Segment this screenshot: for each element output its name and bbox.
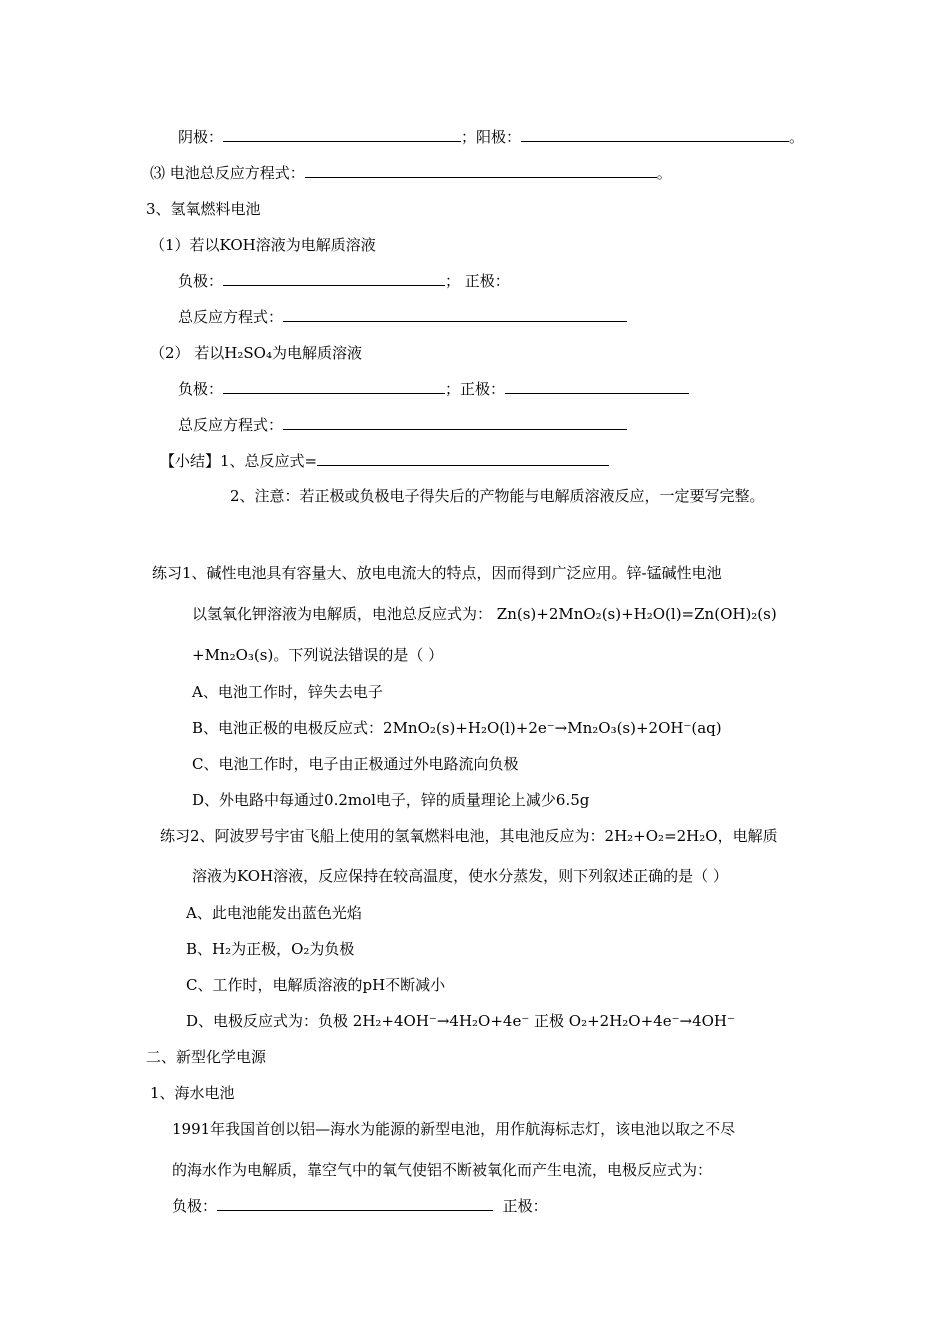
- total-reaction-blank[interactable]: [305, 163, 657, 178]
- ex2-line-2: 溶液为KOH溶液，反应保持在较高温度，使水分蒸发，则下列叙述正确的是（ ）: [192, 867, 728, 885]
- seawater-paragraph-2: 的海水作为电解质，靠空气中的氧气使铝不断被氧化而产生电流，电极反应式为：: [172, 1161, 713, 1179]
- ex2-option-d: D、电极反应式为：负极 2H₂+4OH⁻→4H₂O+4e⁻ 正极 O₂+2H₂O+4e⁻→4OH⁻: [186, 1012, 735, 1030]
- ex2-option-b: B、H₂为正极，O₂为负极: [186, 940, 355, 958]
- total-reaction-label: ⑶ 电池总反应方程式：: [150, 164, 305, 182]
- ex2-line-1: 练习2、阿波罗号宇宙飞船上使用的氢氧燃料电池，其电池反应为：2H₂+O₂=2H₂O，电解质: [160, 827, 778, 845]
- cathode-blank[interactable]: [223, 127, 461, 142]
- anode-label: ；阳极：: [461, 128, 522, 146]
- positive-label: ； 正极：: [445, 272, 510, 290]
- anode-blank[interactable]: [521, 127, 789, 142]
- summary-label: 【小结】1、总反应式=: [160, 452, 318, 470]
- ex1-option-b: B、电池正极的电极反应式：2MnO₂(s)+H₂O(l)+2e⁻→Mn₂O₃(s)+2OH⁻(aq): [192, 719, 722, 737]
- period: 。: [789, 128, 805, 146]
- total-blank[interactable]: [283, 307, 627, 322]
- ex1-option-d: D、外电路中每通过0.2mol电子，锌的质量理论上减少6.5g: [192, 791, 590, 809]
- ex2-option-c: C、工作时，电解质溶液的pH不断减小: [186, 976, 446, 994]
- seawater-battery-title: 1、海水电池: [150, 1084, 235, 1102]
- koh-subtitle: （1）若以KOH溶液为电解质溶液: [150, 236, 376, 254]
- negative-blank[interactable]: [223, 271, 445, 286]
- seawater-paragraph-1: 1991年我国首创以铝—海水为能源的新型电池，用作航海标志灯，该电池以取之不尽: [172, 1120, 736, 1138]
- cathode-anode-line: [178, 127, 804, 147]
- total-reaction-line: [150, 163, 672, 183]
- period: 。: [656, 164, 672, 182]
- cathode-label: 阴极：: [178, 128, 224, 146]
- h2so4-total-line: [178, 415, 627, 435]
- summary-line-1: [160, 451, 609, 471]
- positive-label: 正极：: [502, 1197, 548, 1215]
- negative-label: 负极：: [172, 1197, 218, 1215]
- negative-label: 负极：: [178, 272, 224, 290]
- total-blank[interactable]: [283, 415, 627, 430]
- summary-line-2: 2、注意：若正极或负极电子得失后的产物能与电解质溶液反应，一定要写完整。: [230, 487, 765, 505]
- total-label: 总反应方程式：: [178, 416, 284, 434]
- summary-blank[interactable]: [317, 451, 609, 466]
- negative-label: 负极：: [178, 380, 224, 398]
- ex2-option-a: A、此电池能发出蓝色光焰: [186, 904, 362, 922]
- ex1-option-c: C、电池工作时，电子由正极通过外电路流向负极: [192, 755, 519, 773]
- koh-electrode-line: [178, 271, 510, 291]
- ex1-line-1: 练习1、碱性电池具有容量大、放电电流大的特点，因而得到广泛应用。锌-锰碱性电池: [152, 564, 722, 582]
- ex1-line-3: +Mn₂O₃(s)。下列说法错误的是（ ）: [192, 646, 444, 664]
- h2so4-subtitle: （2） 若以H₂SO₄为电解质溶液: [150, 344, 362, 362]
- positive-label: ；正极：: [445, 380, 506, 398]
- section-title: 3、氢氧燃料电池: [146, 200, 261, 218]
- section-2-title: 二、新型化学电源: [146, 1048, 267, 1066]
- h2so4-electrode-line: [178, 379, 689, 399]
- koh-total-line: [178, 307, 627, 327]
- negative-blank[interactable]: [223, 379, 445, 394]
- negative-blank[interactable]: [217, 1196, 493, 1211]
- seawater-electrode-line: [172, 1196, 548, 1216]
- total-label: 总反应方程式：: [178, 308, 284, 326]
- positive-blank[interactable]: [505, 379, 689, 394]
- ex1-option-a: A、电池工作时，锌失去电子: [192, 683, 383, 701]
- ex1-line-2: 以氢氧化钾溶液为电解质，电池总反应式为： Zn(s)+2MnO₂(s)+H₂O(l)=Zn(OH)₂(s): [192, 605, 777, 623]
